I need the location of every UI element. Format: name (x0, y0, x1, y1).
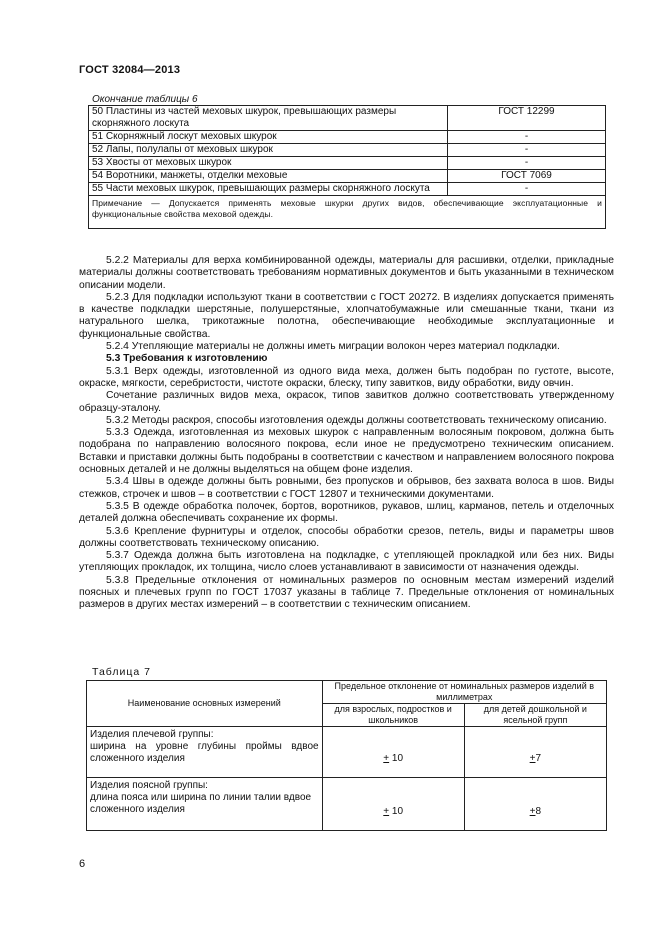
shoulder-adult-number: 10 (389, 753, 404, 764)
paragraph-5-3-8: 5.3.8 Предельные отклонения от номинальных размеров по основным местам измерений изделий поясных и плечевых групп по ГОСТ 17037 указаны в таблице 7. Предельные отклонения от номинальных размеров в других местах измерений – в соответствии с техническим описанием. (79, 574, 614, 611)
paragraph-5-3-5: 5.3.5 В одежде обработка полочек, бортов, воротников, рукавов, шлиц, карманов, петель и отделочных деталей должна обеспечивать сохранение их формы. (79, 500, 614, 525)
shoulder-group-label: Изделия плечевой группы: (90, 729, 214, 740)
header-measurement-name: Наименование основных измерений (87, 681, 323, 727)
waist-group-measure: длина пояса или ширина по линии талии вдвое сложенного изделия (90, 792, 312, 815)
table7-caption: Таблица 7 (92, 666, 151, 678)
waist-group-label: Изделия поясной группы: (90, 780, 208, 791)
paragraph-fur-combination: Сочетание различных видов меха, окрасок, типов завитков должно соответствовать утвержденному образцу-эталону. (79, 390, 614, 414)
plus-minus-sign: + (529, 753, 536, 764)
table-row (89, 106, 606, 131)
table-row (89, 196, 606, 229)
table6-row-2-value: - (448, 131, 606, 144)
table-6 (88, 105, 606, 229)
body-text (79, 255, 614, 612)
table6-row-4-value: - (448, 157, 606, 170)
table-header-row (87, 681, 607, 704)
table-row (89, 131, 606, 144)
shoulder-child-value (464, 727, 606, 778)
paragraph-5-3-3: 5.3.3 Одежда, изготовленная из меховых шкурок с направленным волосяным покровом, должна быть подобрана по направлению волосяного покрова, если иное не предусмотрено техническим описанием. Вставки и приставки должны быть подобраны в соответствии с качеством и направлением волосяного покрова основных деталей и не должны выделяться на общем фоне изделия. (79, 427, 614, 476)
waist-child-value (464, 778, 606, 831)
waist-group-cell (87, 778, 323, 831)
page-number: 6 (79, 858, 86, 870)
table6-row-6-value: - (448, 183, 606, 196)
table6-row-1-value: ГОСТ 12299 (448, 106, 606, 131)
table6-row-4-name: 53 Хвосты от меховых шкурок (89, 157, 448, 170)
table6-note: Примечание — Допускается применять меховые шкурки других видов, обеспечивающие эксплуатационные и функциональные свойства меховой одежды. (89, 196, 606, 229)
table6-row-2-name: 51 Скорняжный лоскут меховых шкурок (89, 131, 448, 144)
table-row (87, 727, 607, 778)
table-7 (86, 680, 607, 831)
table6-row-5-name: 54 Воротники, манжеты, отделки меховые (89, 170, 448, 183)
plus-minus-sign: + (383, 806, 390, 817)
plus-minus-sign: + (529, 806, 536, 817)
shoulder-group-measure: ширина на уровне глубины проймы вдвое сложенного изделия (90, 741, 319, 764)
subheader-children: для детей дошкольной и ясельной групп (464, 704, 606, 727)
table-row (89, 157, 606, 170)
shoulder-child-number: 7 (535, 753, 542, 764)
table6-row-5-value: ГОСТ 7069 (448, 170, 606, 183)
shoulder-group-cell (87, 727, 323, 778)
table-row (87, 778, 607, 831)
shoulder-adult-value (322, 727, 464, 778)
document-header: ГОСТ 32084—2013 (79, 64, 181, 76)
table6-row-1-name: 50 Пластины из частей меховых шкурок, превышающих размеры скорняжного лоскута (89, 106, 448, 131)
table6-row-3-name: 52 Лапы, полулапы от меховых шкурок (89, 144, 448, 157)
waist-adult-value (322, 778, 464, 831)
table6-caption: Окончание таблицы 6 (92, 94, 198, 105)
paragraph-5-3-6: 5.3.6 Крепление фурнитуры и отделок, способы обработки срезов, петель, виды и параметры швов должны соответствовать техническому описанию. (79, 525, 614, 549)
paragraph-5-2-3: 5.2.3 Для подкладки используют ткани в соответствии с ГОСТ 20272. В изделиях допускается применять в качестве подкладки шерстяные, полушерстяные, хлопчатобумажные или смешанные ткани, ткани из натурального шелка, трикотажные полотна, обеспечивающие необходимые эксплуатационные и функциональные свойства. (79, 291, 614, 340)
paragraph-5-3-7: 5.3.7 Одежда должна быть изготовлена на подкладке, с утепляющей прокладкой или без них. Виды утепляющих прокладок, их толщина, число слоев устанавливают в зависимости от назначения одежды. (79, 550, 614, 574)
table-row (89, 144, 606, 157)
table6-row-3-value: - (448, 144, 606, 157)
paragraph-5-2-2: 5.2.2 Материалы для верха комбинированной одежды, материалы для расшивки, отделки, прикладные материалы должны соответствовать требованиям нормативных документов и быть указанными в техническом описании модели. (79, 255, 614, 291)
paragraph-5-3-1: 5.3.1 Верх одежды, изготовленной из одного вида меха, должен быть подобран по густоте, высоте, окраске, мягкости, серебристости, чистоте окраски, блеску, типу завитков, виду обработки, виду овчин. (79, 365, 614, 389)
waist-child-number: 8 (535, 806, 542, 817)
header-deviation: Предельное отклонение от номинальных размеров изделий в миллиметрах (322, 681, 606, 704)
plus-minus-sign: + (383, 753, 390, 764)
table6-row-6-name: 55 Части меховых шкурок, превышающих размеры скорняжного лоскута (89, 183, 448, 196)
table-row (89, 183, 606, 196)
table-row (89, 170, 606, 183)
paragraph-5-2-4: 5.2.4 Утепляющие материалы не должны иметь миграции волокон через материал подкладки. (106, 341, 560, 353)
subheader-adults: для взрослых, подростков и школьников (322, 704, 464, 727)
section-heading-5-3: 5.3 Требования к изготовлению (106, 353, 268, 365)
paragraph-5-3-4: 5.3.4 Швы в одежде должны быть ровными, без пропусков и обрывов, без захвата волоса в шов. Виды стежков, строчек и швов – в соответствии с ГОСТ 12807 и техническими документами. (79, 476, 614, 500)
waist-adult-number: 10 (389, 806, 404, 817)
paragraph-5-3-2: 5.3.2 Методы раскроя, способы изготовления одежды должны соответствовать техническому описанию. (106, 414, 607, 426)
